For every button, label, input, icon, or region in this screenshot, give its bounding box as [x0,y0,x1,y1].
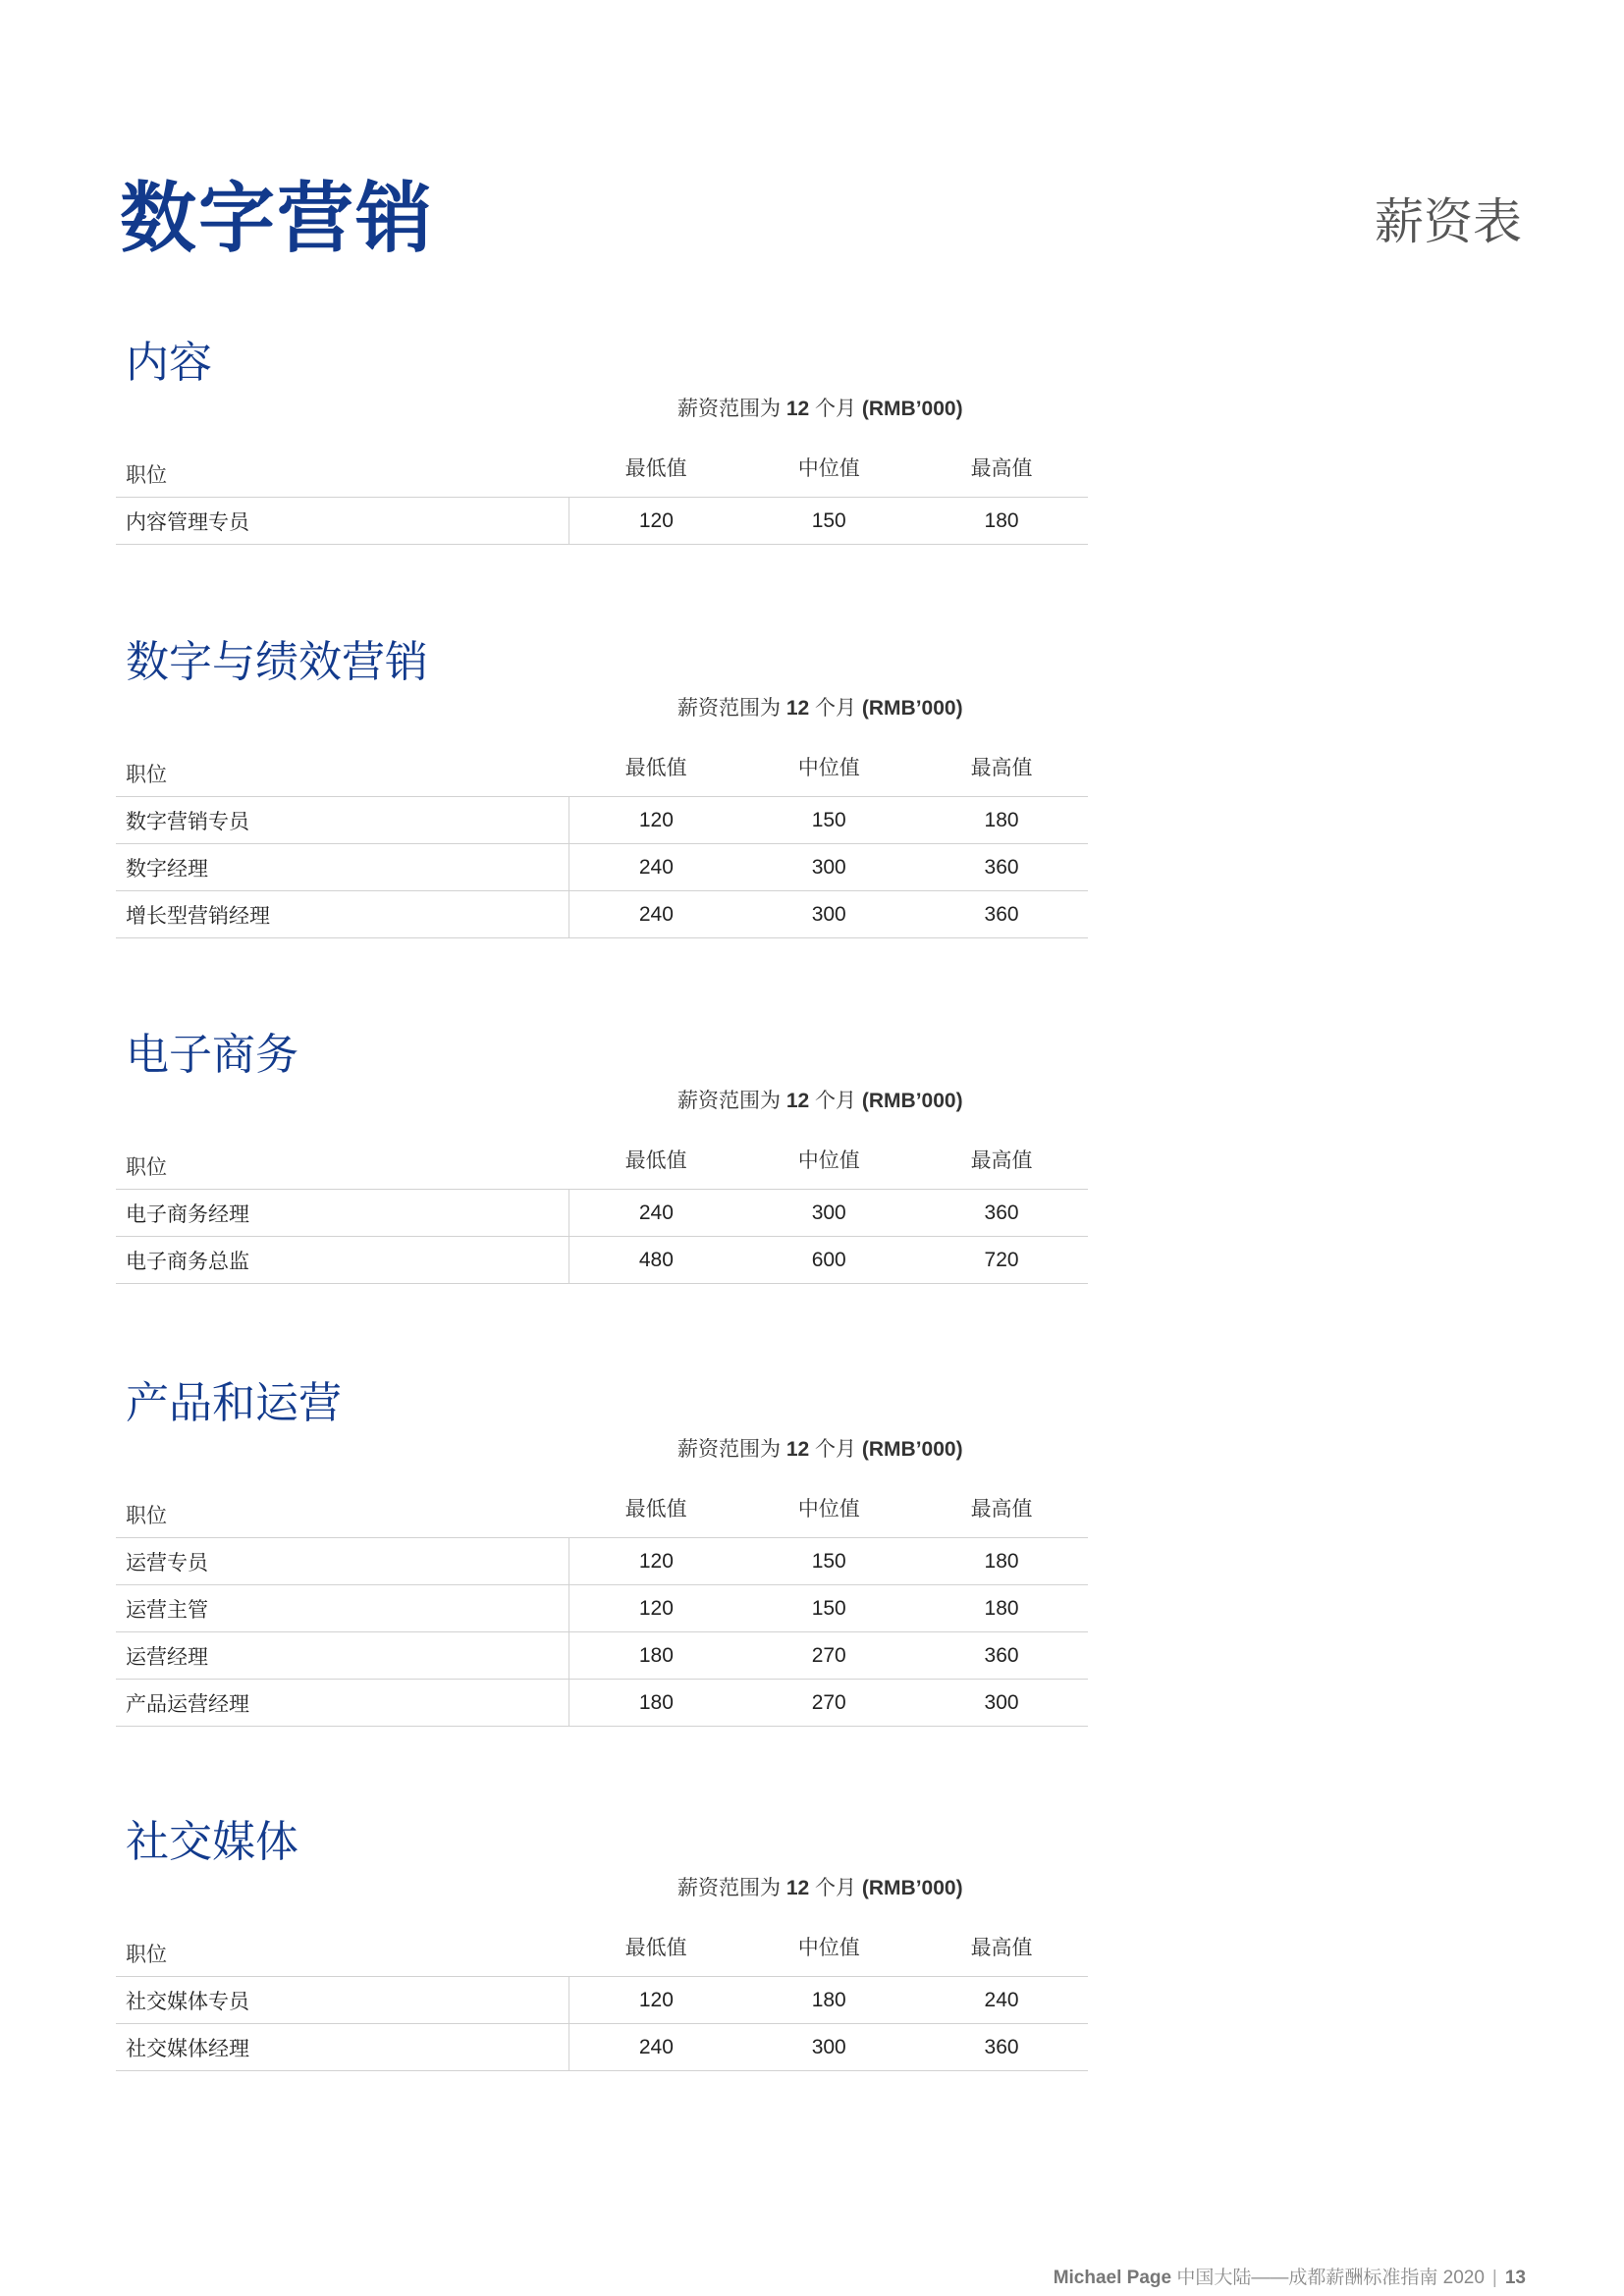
caption-part: 12 [785,1090,810,1112]
cell-max: 720 [915,1237,1088,1284]
caption-part: 个月 [809,398,862,420]
caption-part: 12 [785,1877,810,1899]
column-header-position: 职位 [116,1477,569,1538]
caption-part: 薪资范围为 [677,1877,786,1899]
cell-mid: 300 [742,844,915,891]
salary-range-caption [677,1872,1208,1901]
salary-table [116,1916,1088,2071]
column-header-min: 最低值 [569,1129,742,1190]
section [116,1374,1088,1716]
caption-part: 薪资范围为 [677,1090,786,1112]
column-header-mid: 中位值 [742,736,915,797]
cell-position: 运营专员 [116,1538,569,1585]
table-row [116,1190,1088,1237]
table-row [116,1977,1088,2024]
salary-table [116,437,1088,545]
cell-mid: 150 [742,1585,915,1632]
cell-min: 120 [569,1585,742,1632]
table-row [116,1632,1088,1680]
section [116,334,1088,534]
cell-min: 120 [569,1977,742,2024]
cell-max: 240 [915,1977,1088,2024]
column-header-mid: 中位值 [742,1916,915,1977]
cell-max: 360 [915,2024,1088,2071]
column-header-position: 职位 [116,1129,569,1190]
cell-min: 240 [569,2024,742,2071]
column-header-max: 最高值 [915,1477,1088,1538]
footer-brand: Michael Page [1053,2268,1172,2288]
caption-part: 薪资范围为 [677,398,786,420]
cell-mid: 150 [742,498,915,545]
table-row [116,498,1088,545]
column-header-max: 最高值 [915,1129,1088,1190]
table-row [116,1237,1088,1284]
section [116,633,1088,928]
cell-min: 180 [569,1680,742,1727]
section-title: 数字与绩效营销 [126,637,428,687]
cell-position: 数字经理 [116,844,569,891]
cell-position: 增长型营销经理 [116,891,569,938]
cell-min: 240 [569,844,742,891]
caption-part: (RMB’000) [861,697,963,720]
column-header-min: 最低值 [569,1916,742,1977]
header-row [116,1129,1088,1190]
page-title: 数字营销 [120,175,435,263]
caption-part: 薪资范围为 [677,697,786,720]
column-header-position: 职位 [116,1916,569,1977]
section [116,1813,1088,2060]
table-row [116,844,1088,891]
salary-table [116,736,1088,938]
column-header-mid: 中位值 [742,437,915,498]
cell-max: 180 [915,797,1088,844]
cell-position: 电子商务经理 [116,1190,569,1237]
cell-position: 社交媒体经理 [116,2024,569,2071]
section-title: 社交媒体 [126,1817,298,1867]
column-header-min: 最低值 [569,1477,742,1538]
cell-min: 120 [569,498,742,545]
cell-max: 360 [915,891,1088,938]
caption-part: (RMB’000) [861,1438,963,1461]
cell-max: 180 [915,498,1088,545]
page-footer [1054,2263,1526,2289]
salary-table [116,1129,1088,1284]
column-header-position: 职位 [116,437,569,498]
caption-part: 薪资范围为 [677,1438,786,1461]
salary-range-caption [677,692,1208,721]
table-row [116,797,1088,844]
cell-min: 240 [569,891,742,938]
cell-mid: 150 [742,1538,915,1585]
caption-part: (RMB’000) [861,1090,963,1112]
salary-range-caption [677,1433,1208,1463]
cell-position: 产品运营经理 [116,1680,569,1727]
salary-range-caption [677,393,1208,422]
header-row [116,1477,1088,1538]
caption-part: 个月 [809,697,862,720]
cell-mid: 300 [742,1190,915,1237]
cell-mid: 300 [742,2024,915,2071]
cell-mid: 270 [742,1632,915,1680]
salary-range-caption [677,1085,1208,1114]
header-row [116,736,1088,797]
cell-position: 运营经理 [116,1632,569,1680]
cell-min: 480 [569,1237,742,1284]
caption-part: 12 [785,1438,810,1461]
column-header-max: 最高值 [915,1916,1088,1977]
cell-max: 180 [915,1538,1088,1585]
caption-part: 个月 [809,1438,862,1461]
table-row [116,1538,1088,1585]
cell-max: 300 [915,1680,1088,1727]
footer-text: 中国大陆——成都薪酬标准指南 2020 [1171,2268,1485,2288]
cell-min: 180 [569,1632,742,1680]
cell-min: 120 [569,1538,742,1585]
caption-part: 个月 [809,1090,862,1112]
cell-mid: 600 [742,1237,915,1284]
caption-part: 12 [785,697,810,720]
header-row [116,1916,1088,1977]
cell-mid: 270 [742,1680,915,1727]
cell-max: 360 [915,1190,1088,1237]
section [116,1026,1088,1273]
salary-table [116,1477,1088,1727]
column-header-max: 最高值 [915,437,1088,498]
table-row [116,2024,1088,2071]
cell-min: 240 [569,1190,742,1237]
cell-mid: 300 [742,891,915,938]
column-header-min: 最低值 [569,437,742,498]
column-header-max: 最高值 [915,736,1088,797]
page-subtitle: 薪资表 [1375,193,1522,250]
section-title: 产品和运营 [126,1378,342,1428]
cell-mid: 150 [742,797,915,844]
column-header-mid: 中位值 [742,1129,915,1190]
section-title: 内容 [126,338,212,388]
cell-position: 数字营销专员 [116,797,569,844]
cell-max: 180 [915,1585,1088,1632]
header-row [116,437,1088,498]
caption-part: (RMB’000) [861,1877,963,1899]
column-header-mid: 中位值 [742,1477,915,1538]
cell-min: 120 [569,797,742,844]
cell-max: 360 [915,844,1088,891]
section-title: 电子商务 [126,1030,298,1080]
table-row [116,1680,1088,1727]
caption-part: 个月 [809,1877,862,1899]
column-header-min: 最低值 [569,736,742,797]
caption-part: 12 [785,398,810,420]
page-number: 13 [1504,2268,1526,2288]
caption-part: (RMB’000) [861,398,963,420]
cell-position: 电子商务总监 [116,1237,569,1284]
table-row [116,891,1088,938]
footer-separator: | [1491,2268,1497,2288]
cell-mid: 180 [742,1977,915,2024]
column-header-position: 职位 [116,736,569,797]
cell-max: 360 [915,1632,1088,1680]
cell-position: 内容管理专员 [116,498,569,545]
cell-position: 社交媒体专员 [116,1977,569,2024]
table-row [116,1585,1088,1632]
cell-position: 运营主管 [116,1585,569,1632]
